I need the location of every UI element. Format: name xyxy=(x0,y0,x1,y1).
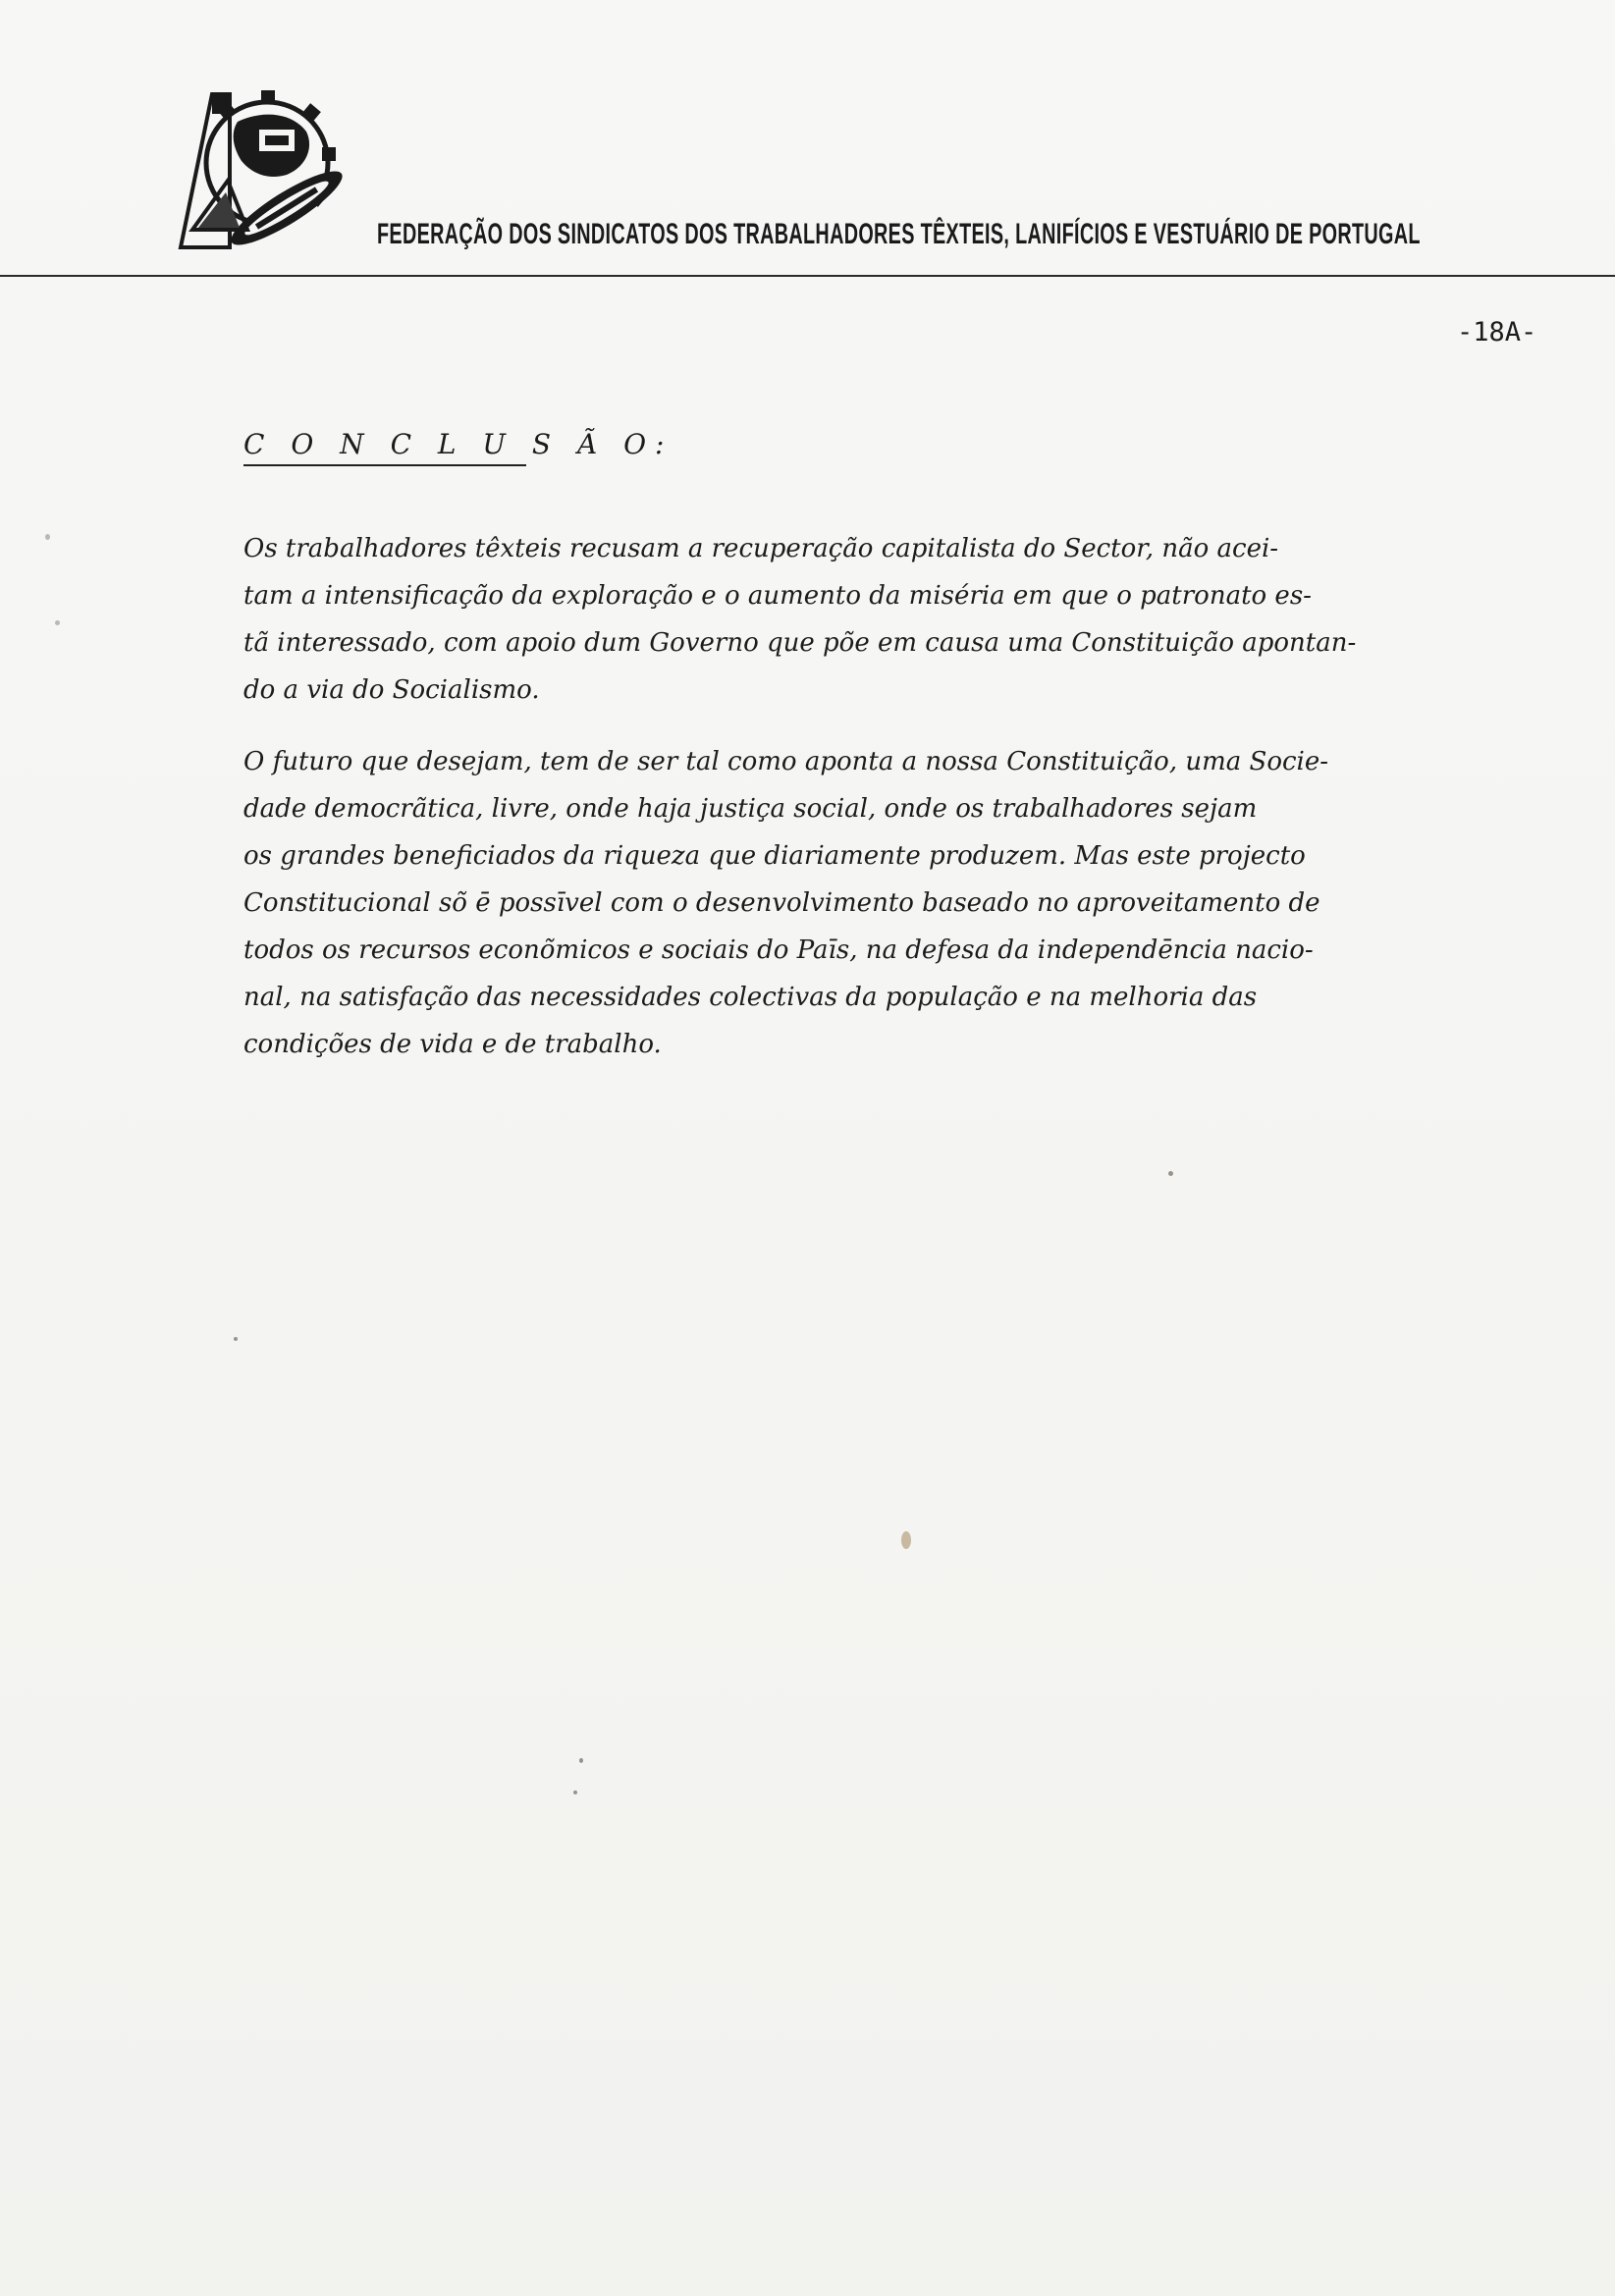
paper-speck xyxy=(1168,1171,1173,1176)
paper-speck xyxy=(55,620,60,625)
text-line: do a via do Socialismo. xyxy=(243,675,540,705)
header-divider xyxy=(0,275,1615,277)
paper-speck xyxy=(901,1531,911,1549)
paper-speck xyxy=(234,1337,238,1341)
section-title: C O N C L U S Ã O: xyxy=(243,428,673,460)
text-line: Os trabalhadores têxteis recusam a recuperação capitalista do Sector, não acei- xyxy=(243,534,1279,563)
paragraph-2 xyxy=(243,738,1539,1068)
paper-speck xyxy=(573,1790,577,1794)
letterhead xyxy=(0,0,1615,285)
organization-name: FEDERAÇÃO DOS SINDICATOS DOS TRABALHADORES TÊXTEIS, LANIFÍCIOS E VESTUÁRIO DE PORTUGAL xyxy=(377,218,1421,250)
text-line: O futuro que desejam, tem de ser tal como aponta a nossa Constituição, uma Socie- xyxy=(243,747,1329,776)
text-line: todos os recursos econõmicos e sociais do Paīs, na defesa da independēncia nacio- xyxy=(243,935,1314,965)
text-line: tam a intensificação da exploração e o aumento da miséria em que o patronato es- xyxy=(243,581,1312,611)
page-number: -18A- xyxy=(1457,317,1537,347)
paper-speck xyxy=(45,534,50,540)
text-line: condições de vida e de trabalho. xyxy=(243,1030,662,1059)
text-line: dade democrãtica, livre, onde haja justiça social, onde os trabalhadores sejam xyxy=(243,794,1258,824)
text-line: os grandes beneficiados da riqueza que diariamente produzem. Mas este projecto xyxy=(243,841,1306,871)
text-line: nal, na satisfação das necessidades colectivas da população e na melhoria das xyxy=(243,983,1258,1012)
paragraph-1 xyxy=(243,525,1539,714)
paper-speck xyxy=(579,1758,583,1763)
section-title-underline xyxy=(243,464,526,466)
text-line: Constitucional sõ ē possīvel com o desenvolvimento baseado no aproveitamento de xyxy=(243,888,1320,918)
text-line: tã interessado, com apoio dum Governo que põe em causa uma Constituição apontan- xyxy=(243,628,1357,658)
union-gear-emblem-icon xyxy=(169,82,346,259)
